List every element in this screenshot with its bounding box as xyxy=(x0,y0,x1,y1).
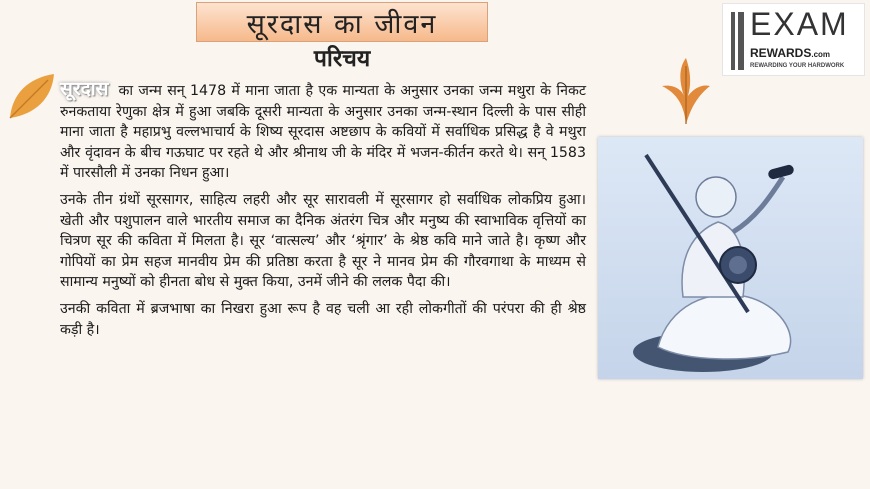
title-line1: सूरदास का जीवन xyxy=(246,8,438,40)
surdas-portrait xyxy=(598,137,863,379)
logo-domain: .com xyxy=(811,50,831,59)
paragraph-3: उनकी कविता में ब्रजभाषा का निखरा हुआ रूप है वह चली आ रही लोकगीतों की परंपरा की ही श्रेष्ठ कड़ी है। xyxy=(60,300,586,338)
lead-word: सूरदास xyxy=(60,78,109,100)
paragraph-2: उनके तीन ग्रंथों सूरसागर, साहित्य लहरी और सूर सारावली में सूरसागर हो सर्वाधिक लोकप्रिय हुआ। खेती और पशुपालन वाले भारतीय समाज का दैनिक अंतरंग चित्र और मनुष्य की स्वाभाविक वृत्तियों का चित्रण सूर की कविता में मिलता है। सूर ‘वात्सल्य’ और ‘श्रृंगार’ के श्रेष्ठ कवि माने जाते है। कृष्ण और गोपियों का प्रेम सहज मानवीय प्रेम की प्रतिष्ठा करता है सूर ने मानव प्रेम की गौरवगाथा के माध्यम से सामान्य मनुष्यों को हीनता बोध से मुक्त किया, उनमें जीने की ललक पैदा की। xyxy=(60,191,586,291)
autumn-leaf-left-icon xyxy=(6,70,58,122)
surdas-illustration xyxy=(598,137,863,379)
biography-text xyxy=(60,79,586,346)
paragraph-1-text: का जन्म सन् 1478 में माना जाता है एक मान्यता के अनुसार उनका जन्म मथुरा के निकट रुनकताया रेणुका क्षेत्र में हुआ जबकि दूसरी मान्यता के अनुसार उनका जन्म-स्थान दिल्ली के पास सीही माना जाता है महाप्रभु वल्लभाचार्य के शिष्य सूरदास अष्टछाप के कवियों में सर्वाधिक प्रसिद्ध है वे मथुरा और वृंदावन के बीच गऊघाट पर रहते थे और श्रीनाथ जी के मंदिर में भजन-कीर्तन करते थे। सन् 1583 में पारसौली में उनका निधन हुआ। xyxy=(60,83,586,182)
logo-bar xyxy=(738,12,744,70)
logo-rewards-word: REWARDS xyxy=(750,46,812,60)
logo-tagline: REWARDING YOUR HARDWORK xyxy=(750,63,845,69)
logo-rewards-text xyxy=(750,46,830,60)
paragraph-1 xyxy=(60,79,586,184)
autumn-leaf-right-icon xyxy=(656,56,712,126)
logo-exam-text: EXAM xyxy=(750,6,849,42)
title-line2: परिचय xyxy=(313,46,371,72)
title-banner xyxy=(196,2,488,42)
logo-bar xyxy=(731,12,735,70)
exam-rewards-logo xyxy=(722,3,865,76)
